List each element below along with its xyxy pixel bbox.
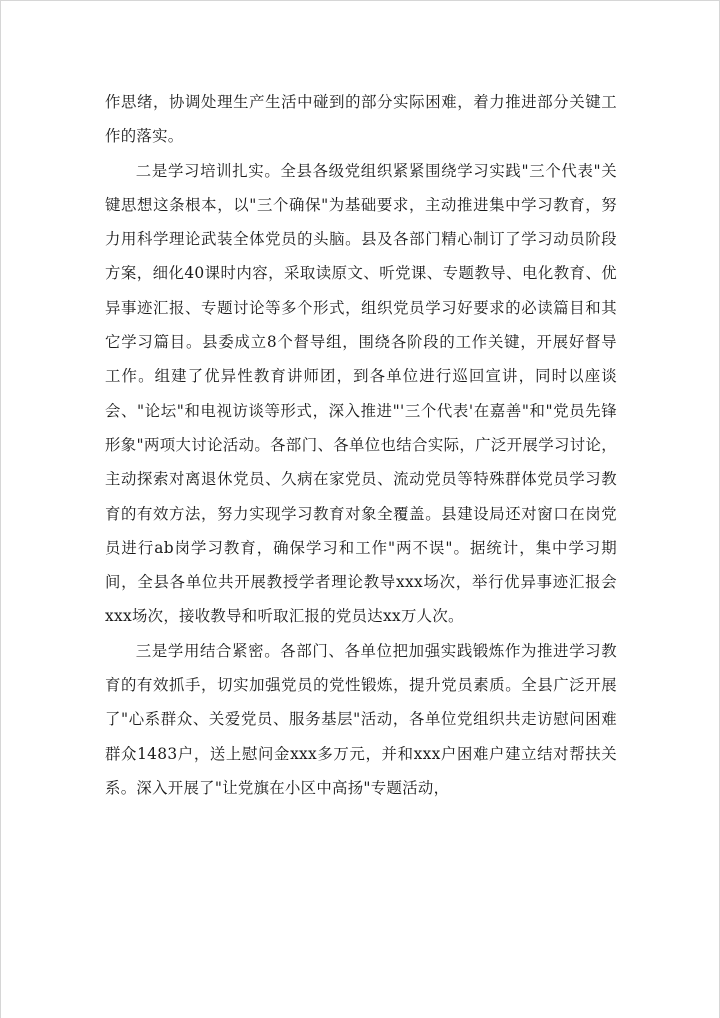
paragraph-study-application: 三是学用结合紧密。各部门、各单位把加强实践锻炼作为推进学习教育的有效抓手，切实加强党员的党性锻炼，提升党员素质。全县广泛开展了"心系群众、关爱党员、服务基层"活动，各单位党组织共走访慰问困难群众1483户，送上慰问金xxx多万元，并和xxx户困难户建立结对帮扶关系。深入开展了"让党旗在小区中高扬"专题活动， [105, 641, 617, 797]
paragraph-study-training: 二是学习培训扎实。全县各级党组织紧紧围绕学习实践"三个代表"关键思想这条根本，以"三个确保"为基础要求，主动推进集中学习教育，努力用科学理论武装全体党员的头脑。县及各部门精心制订了学习动员阶段方案，细化40课时内容，采取读原文、听党课、专题教导、电化教育、优异事迹汇报、专题讨论等多个形式，组织党员学习好要求的必读篇目和其它学习篇目。县委成立8个督导组，围绕各阶段的工作关键，开展好督导工作。组建了优异性教育讲师团，到各单位进行巡回宣讲，同时以座谈会、"论坛"和电视访谈等形式，深入推进"'三个代表'在嘉善"和"党员先锋形象"两项大讨论活动。各部门、各单位也结合实际，广泛开展学习讨论，主动探索对离退休党员、久病在家党员、流动党员等特殊群体党员学习教育的有效方法，努力实现学习教育对象全覆盖。县建设局还对窗口在岗党员进行ab岗学习教育，确保学习和工作"两不误"。据统计，集中学习期间，全县各单位共开展教授学者理论教导xxx场次，举行优异事迹汇报会xxx场次，接收教导和听取汇报的党员达xx万人次。 [105, 161, 617, 626]
paragraph-continuation: 作思绪，协调处理生产生活中碰到的部分实际困难，着力推进部分关键工作的落实。 [105, 93, 617, 146]
document-body [105, 85, 617, 805]
